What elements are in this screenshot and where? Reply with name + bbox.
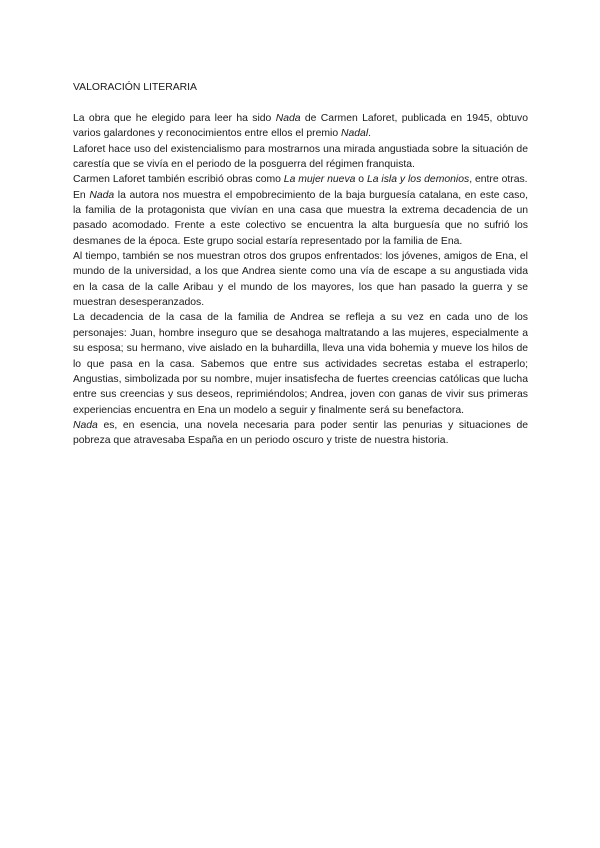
book-title-la-mujer-nueva: La mujer nueva bbox=[283, 174, 356, 186]
paragraph-characters: La decadencia de la casa de la familia de Andrea se refleja a su vez en cada uno de los personajes: Juan, hombre inseguro que se desahoga maltratando a las mujeres, especialmente a su esposa; su hermano, vive aislado en la buhardilla, lleva una vida bohemia y mueve los hilos de lo que pasa en la casa. Sabemos que entre sus actividades secretas estaba el estraperlo; Angustias, simbolizada por su nombre, mujer insatisfecha de fuertes creencias católicas que lucha entre sus creencias y sus deseos, reprimiéndolos; Andrea, joven con ganas de vivir sus primeras experiencias encuentra en Ena un modelo a seguir y finalmente será su benefactora. bbox=[73, 312, 528, 416]
text-run: La obra que he elegido para leer ha sido bbox=[73, 113, 276, 124]
text-run: En bbox=[73, 189, 90, 201]
prize-name-nadal: Nadal bbox=[340, 128, 369, 140]
document-title: VALORACIÓN LITERARIA bbox=[73, 82, 197, 93]
text-run: Carmen Laforet también escribió obras como bbox=[73, 174, 284, 186]
text-run: la autora nos muestra el empobrecimiento de la baja burguesía catalana, en este caso, la familia de la protagonista que vivían en una casa que muestra la extrema decadencia de un pasado acomodado. Frente a este colectivo se encuentra la alta burguesía que no sufrió los desmanes de la época. Este grupo social estaría representado por la familia de Ena. bbox=[73, 189, 528, 247]
paragraph-conclusion bbox=[73, 418, 528, 449]
paragraph-intro bbox=[73, 111, 528, 142]
text-run: o bbox=[355, 174, 367, 186]
book-title-nada: Nada bbox=[73, 419, 98, 431]
document-page bbox=[73, 80, 528, 449]
text-run: , entre otras. bbox=[469, 174, 528, 186]
book-title-la-isla-y-los-demonios: La isla y los demonios bbox=[366, 174, 470, 186]
paragraph-bourgeoisie bbox=[73, 188, 528, 249]
paragraph-other-works bbox=[73, 172, 528, 187]
paragraph-existentialism: Laforet hace uso del existencialismo para mostrarnos una mirada angustiada sobre la situación de carestía que se vivía en el periodo de la posguerra del régimen franquista. bbox=[73, 143, 528, 171]
text-run: de Carmen Laforet, publicada en 1945, obtuvo varios galardones y reconocimientos entre ellos el premio bbox=[73, 113, 528, 140]
book-title-nada: Nada bbox=[275, 113, 301, 124]
paragraph-opposed-groups: Al tiempo, también se nos muestran otros dos grupos enfrentados: los jóvenes, amigos de Ena, el mundo de la universidad, a los que Andrea siente como una vía de escape a su angustiada vida en la casa de la calle Aribau y el mundo de los mayores, los que han pasado la guerra y se muestran desesperanzados. bbox=[73, 251, 528, 309]
text-run: es, en esencia, una novela necesaria para poder sentir las penurias y situaciones de pobreza que atravesaba España en un periodo oscuro y triste de nuestra historia. bbox=[73, 419, 528, 447]
book-title-nada: Nada bbox=[89, 189, 115, 201]
text-run: . bbox=[368, 128, 372, 140]
